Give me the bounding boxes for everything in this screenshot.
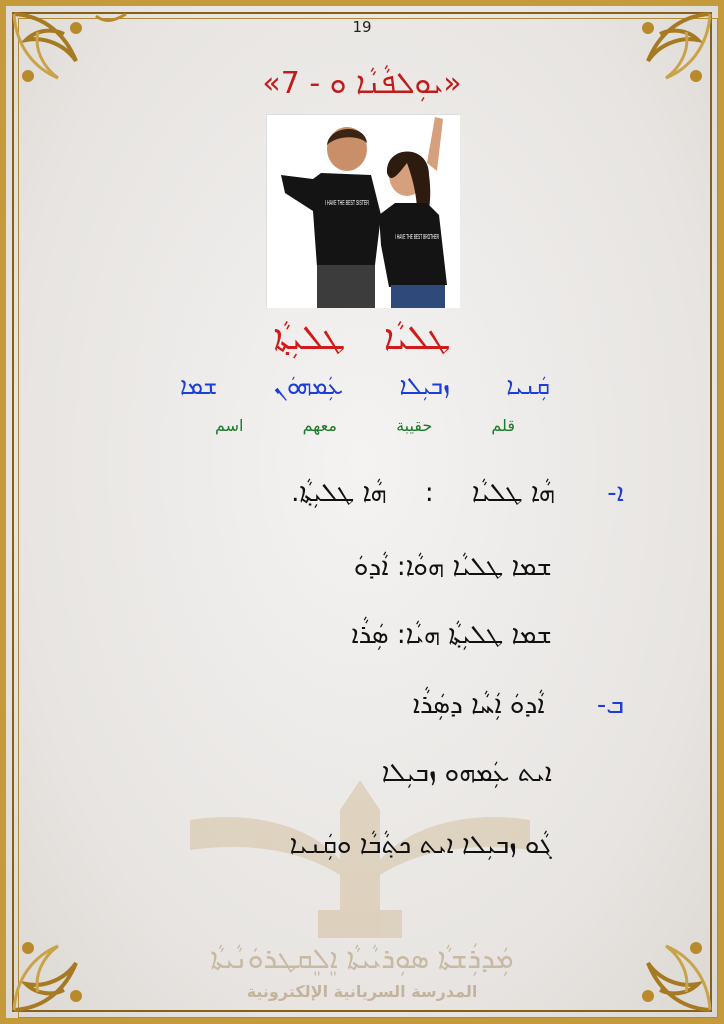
- vocab-translation: معهم: [302, 416, 337, 435]
- main-heading: ܛܠܝܵܐ ܛܠܝܼܬ݂ܵܐ: [273, 318, 451, 358]
- school-name-syriac: ܡܲܕܪܲܫܬܵܐ ܣܘܼܪܝܵܝܬܵܐ ܐܸܠܸܩܛܪܘܿܢܵܝܬܵܐ: [210, 942, 514, 975]
- boy-shirt-text: I HAVE THE BEST SISTER: [325, 200, 369, 207]
- vocab-translation: اسم: [215, 416, 244, 435]
- line-text: ܗܵܐ ܛܠܝܼܬ݂ܵܐ.: [291, 478, 387, 508]
- exercise-line-4: [413, 690, 624, 721]
- children-illustration: [267, 115, 460, 308]
- vocab-word: ܩܲܢܝܐ: [506, 372, 550, 400]
- lesson-title: «ܝܘܼܠܦܵܢܵܐ ܘ - 7»: [262, 66, 462, 101]
- line-text: ܗܵܐ ܛܠܝܵܐ: [471, 478, 556, 508]
- line-separator: :: [424, 478, 434, 508]
- vocab-translation: قلم: [491, 416, 515, 435]
- section-marker-b: ܒ-: [596, 690, 624, 720]
- exercise-line-5: ܐܝܬ ܥܲܡܗܘ ܙܒܝܼܠܐ: [381, 758, 552, 788]
- vocab-word: ܙܒܝܼܠܐ: [399, 372, 450, 400]
- section-marker-a: ܐ-: [607, 478, 624, 508]
- vocab-syriac-row: [180, 372, 550, 400]
- page-number: 19: [352, 18, 372, 36]
- exercise-line-2: ܫܡܐ ܛܠܝܵܐ ܗܘܵܐ: ܐܵܕܘܿ: [353, 552, 552, 582]
- vocab-word: ܫܡܐ: [180, 372, 218, 400]
- school-name-arabic: المدرسة السريانية الإلكترونية: [246, 982, 478, 1001]
- exercise-line-6: ܓܵܘ ܙܒܝܼܠܐ ܐܝܬ ܟܬ݂ܵܒܵܐ ܘܩܲܢܝܐ: [289, 830, 552, 860]
- exercise-line-1: [291, 478, 624, 509]
- vocab-word: ܥܲܡܗܘܿܢ: [273, 372, 344, 400]
- girl-shirt-text: I HAVE THE BEST BROTHER: [395, 234, 439, 241]
- vocab-translation: حقيبة: [396, 416, 433, 435]
- children-photo: [266, 114, 459, 307]
- exercise-line-3: ܫܡܐ ܛܠܝܼܬ݂ܵܐ ܗܝܵܐ: ܣܲܪܵܐ: [351, 620, 552, 650]
- line-text: ܐܵܕܘܿ ܐܲܚܵܐ ܕܣܲܪܵܐ: [412, 690, 545, 720]
- vocab-arabic-row: [215, 416, 515, 435]
